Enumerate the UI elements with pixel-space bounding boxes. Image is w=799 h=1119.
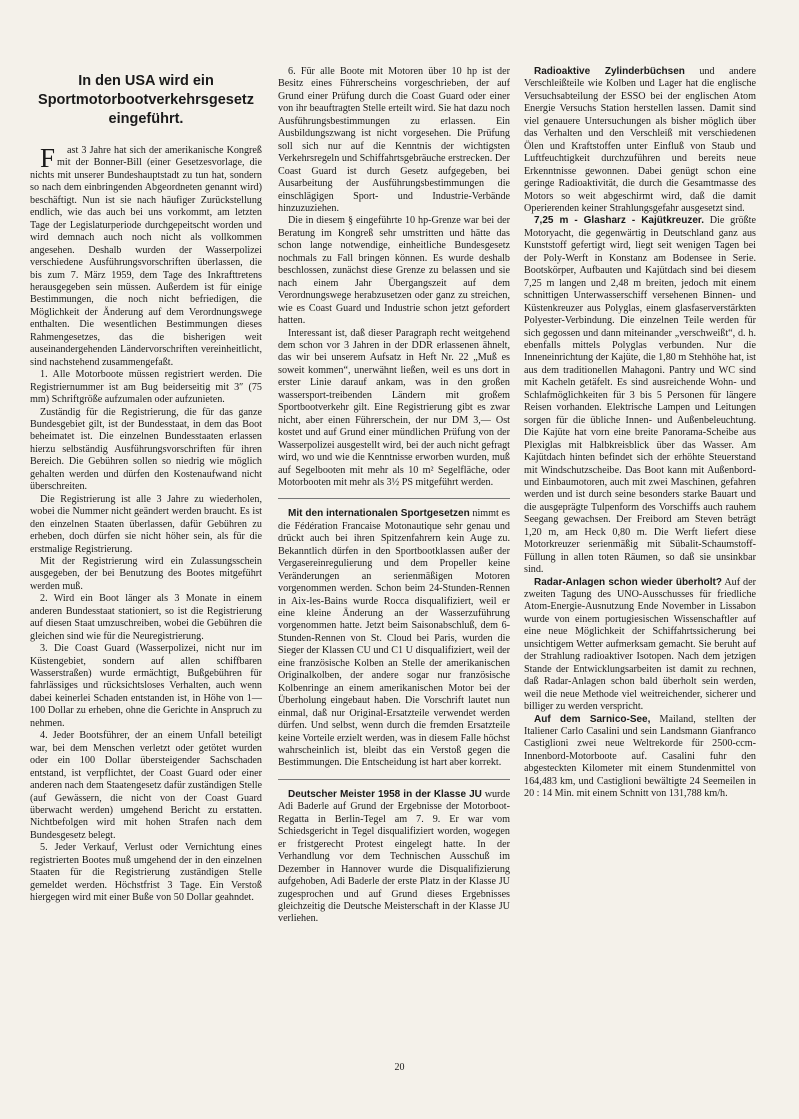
article-paragraph: Mit der Registrierung wird ein Zulassungsschein ausgegeben, der bei Benutzung des Bootes mitgeführt werden muß. <box>30 555 262 592</box>
article-paragraph: Die Registrierung ist alle 3 Jahre zu wiederholen, wobei die Nummer nicht geändert werden braucht. Es ist den einzelnen Staaten überlassen, dafür Gebühren zu erheben, doch dürfen sie nicht höher sein, als für die erstmalige Registrierung. <box>30 493 262 555</box>
news-item-cylinder <box>524 66 756 215</box>
news-heading: Deutscher Meister 1958 in der Klasse JU <box>288 788 482 800</box>
article-paragraph: Zuständig für die Registrierung, die für das ganze Bundesgebiet gilt, ist der Bundesstaat, in dem das Boot beheimatet ist. Die einzelnen Bundesstaaten erlassen hierzu selbständig Ausführungsvorschriften für ihren Bereich. Die Gebühren sollen so niedrig wie möglich gehalten werden und dürfen den Kostenaufwand nicht überschreiten. <box>30 406 262 493</box>
article-paragraph: 4. Jeder Bootsführer, der an einem Unfall beteiligt war, bei dem Menschen verletzt oder getötet wurden oder ein 100 Dollar übersteigender Sachschaden entstand, ist verpflichtet, der Coast Guard oder einer anderen nach dem Staatengesetz dafür zuständigen Stelle (auf Gewässern, die nicht von der Coast Guard überwacht werden) umgehend Bericht zu erstatten. Nichtbefolgen wird mit hohen Strafen nach dem Bundesgesetz belegt. <box>30 730 262 841</box>
page-number: 20 <box>394 1062 405 1073</box>
article-paragraph: 6. Für alle Boote mit Motoren über 10 hp ist der Besitz eines Führerscheins vorgeschrieben, der auf Grund einer Prüfung durch die Coast Guard oder einer von ihr beauftragten Stelle erteilt wird. Sie hat dazu noch Ausführungsbestimmungen zu erlassen. Ein Ausbildungszwang ist nicht vorgesehen. Die Prüfung soll sich nur auf die Kenntnis der wichtigsten Verkehrsregeln und Schiffahrtsgebräuche erstrecken. Der Coast Guard ist durch Gesetz aufgegeben, bei Ausarbeitung der Ausführungsbestimmungen die einschlägigen Sport- und Industrie-Verbände hinzuzuziehen. <box>278 66 510 214</box>
article-paragraph: Fast 3 Jahre hat sich der amerikanische Kongreß mit der Bonner-Bill (einer Gesetzesvorlage, die nichts mit unserer Bundeshauptstadt zu tun hat, sondern so nach dem einbringenden Abgeordneten genannt wird) beschäftigt. Nun ist sie nach häufiger Zurückstellung endlich, wie das auch bei uns vorkommt, am letzten Tage der Legislaturperiode durchgepeitscht worden und wird demnach auch noch nicht als vollkommen angesehen. Deshalb wurden der Wasserpolizei verschiedene Ausführungsvorschriften überlassen, die bis zum 7. März 1959, dem Tage des Inkrafttretens herausgegeben sein müssen. Außerdem ist für einige Bestimmungen, die noch nicht befriedigen, die Möglichkeit der Änderung auf dem Verordnungswege enthalten. Die wesentlichen Bestimmungen dieses Rahmengesetzes, das die bisherigen weit auseinandergehenden Ländervorschriften vereinheitlicht, sind nachstehend zusammengefaßt. <box>30 143 262 368</box>
article-title: In den USA wird ein Sportmotorbootverkehrsgesetz eingeführt. <box>38 73 254 127</box>
news-text: Mailand, stellten der Italiener Carlo Casalini und sein Landsmann Gianfranco Castiglioni zwei neue Weltrekorde für 2500-ccm-Innenbord-Motorboote auf. Casalini fuhr den abgesteckten Kilometer mit einem Stundenmittel von 164,483 km, und Castiglioni bewältigte 24 Seemeilen in 20 : 14 Min. mit einem Schnitt von 131,788 km/h. <box>524 713 757 800</box>
column-3 <box>524 66 756 801</box>
article-paragraph: Die in diesem § eingeführte 10 hp-Grenze war bei der Beratung im Kongreß sehr umstritten und hätte das schon lange notwendige, einheitliche Bundesgesetz nochmals zu Fall bringen können. Es wurde deshalb beschlossen, zunächst diese Grenze zu belassen und sie nach einem Jahr Übergangszeit auf dem Verordnungswege herabzusetzen oder ganz zu streichen, wie es Coast Guard und Industrie schon jetzt gefordert hatten. <box>278 215 510 327</box>
divider <box>278 779 510 780</box>
news-text: nimmt es die Fédération Francaise Motonautique sehr genau und drückt auch bei ihren Spitzenfahrern kein Auge zu. Bekanntlich dürfen in den Sportbootklassen außer der Vergasereinregulierung und dem Propeller keine Veränderungen an serienmäßigen Motoren vorgenommen werden. Schon beim 24-Stunden-Rennen in Aix-les-Bains wurde Rocca disqualifiziert, weil er eine kleine Änderung an der Wasserzuführung vorgenommen hatte. Jetzt beim Saisonabschluß, dem 6-Stunden-Rennen von St. Cloud bei Paris, wurden die Sieger der Klassen CU und C1 U disqualifiziert, weil der eine französische Kolben an Stelle der amerikanischen Originalkolben, der andere sogar nur französische Kolbenringe an einem amerikanischen Motor bei der Überholung eingebaut haben. Die Vorschrift lautet nun einmal, daß nur Original-Ersatzteile verwendet werden dürfen. Und selbst, wenn durch die fremden Ersatzteile keine Vorteile erzielt werden, was in diesem Falle höchst wahrscheinlich ist, bleibt das ein Verstoß gegen die Bestimmungen. Die Entscheidung ist hart aber korrekt. <box>278 508 510 769</box>
news-text: wurde Adi Baderle auf Grund der Ergebnisse der Motorboot-Regatta in Berlin-Tegel am 7. 9. Er war vom Schiedsgericht in Tegel disqualifiziert worden, wogegen er fristgerecht Protest eingelegt hatte. In der Verhandlung vor dem Technischen Ausschuß im Dezember in Hannover wurde die Disqualifizierung aufgehoben, Adi Baderle der erste Platz in der Klasse JU zugesprochen und auf Grund dieses Ergebnisses gleichzeitig die Deutsche Meisterschaft in der Klasse JU verliehen. <box>278 788 510 925</box>
news-item-sarnico <box>524 714 756 801</box>
news-item-cruiser <box>524 215 756 576</box>
news-text: Die größte Motoryacht, die gegenwärtig in Deutschland ganz aus Kunststoff gefertigt wird, liegt seit wenigen Tagen bei der Poly-Werft in Konstanz am Bodensee in Serie. Bootskörper, Aufbauten und Kajütdach sind bei diesem 7,25 m langen und 2,48 m breiten, jedoch mit einem schnittigen Unterwasserschiff versehenen Binnen- und Küstenkreuzer aus Polyglas, einem glasfaserverstärkten Polyester-Verbindung. Die einzelnen Teile werden für sich gegossen und dann miteinander „verschweißt“, d. h. ebenfalls mittels Polyglas verbunden. Nur die Inneneinrichtung der Kajüte, die 1,80 m Stehhöhe hat, ist aus dem traditionellen Mahagoni. Pantry und WC sind mit Kacheln getäfelt. Es sind ausreichende Wohn- und Schlafmöglichkeiten für 3 bis 5 Personen für längere Reisen vorhanden. Elektrische Lampen und Leitungen sorgen für die übliche Innen- und Außenbeleuchtung. Die Kajüte hat vorn eine breite Panorama-Scheibe aus Plexiglas mit Halbkreisblick über das Wasser. Am Kajütdach hinten befindet sich der erhöhte Steuerstand mit Windschutzscheibe. Das Boot kann mit Außenbord- und Einbaumotoren, auch mit zwei Maschinen, gefahren werden und ist durch seine besonders starke Bauart und die ausgeprägte Tulpenform des Vorschiffs auch rauhem Seegang gewachsen. Der Freibord am Steven beträgt 1,20 m, am Heck 0,80 m. Die Werft liefert diese Motorkreuzer serienmäßig mit Sübalit-Schaumstoff-Füllung in allen toten Räumen, so daß sie unsinkbar sind. <box>524 215 756 576</box>
news-heading: Auf dem Sarnico-See, <box>534 713 651 725</box>
magazine-page <box>30 66 774 1066</box>
news-heading: 7,25 m - Glasharz - Kajütkreuzer. <box>534 215 705 227</box>
column-1 <box>30 66 262 905</box>
news-heading: Mit den internationalen Sportgesetzen <box>288 508 470 520</box>
article-paragraph: 1. Alle Motorboote müssen registriert werden. Die Registriernummer ist am Bug beiderseitig mit 3″ (75 mm) Schriftgröße aufzumalen oder aufzunieten. <box>30 369 262 406</box>
divider <box>278 498 510 499</box>
article-paragraph: Interessant ist, daß dieser Paragraph recht weitgehend dem schon vor 3 Jahren in der DDR erlassenen ähnelt, das wir bei unserem Aufsatz in Heft Nr. 22 „Muß es soweit kommen“, unerwähnt ließen, weil es uns dort in erster Linie darauf ankam, was in den großen wassersport-treibenden Ländern mit großem Sportbootverkehr gilt. Eine Registrierung gibt es zwar nicht, aber einen Führerschein, der nur DM 3,— Ost kostet und auf Grund einer mündlichen Prüfung von der Wasserpolizei ausgestellt wird, bei der auch nicht gefragt wird, wo und wie die Kenntnisse erworben wurden, muß auf Segelbooten mit mehr als 10 m² Segelfläche, oder Motorbooten mit mehr als 3½ PS mitgeführt werden. <box>278 327 510 488</box>
news-text: Auf der zweiten Tagung des UNO-Ausschusses für friedliche Atom-Energie-Ausnutzung Ende November in Lissabon wurde von einem portugiesischen Wissenschaftler auf eine neue Möglichkeit der Schiffahrtssicherung bei unsichtigem Wetter aufmerksam gemacht. Sie beruht auf der Strahlung radioaktiver Isotopen. Nach dem jetzigen Stande der Entwicklungsarbeiten ist damit zu rechnen, daß Radar-Anlagen schon bald überholt sein werden, weil die neue Methode viel weitreichender, sicherer und billiger zu werden verspricht. <box>524 576 756 713</box>
news-text: und andere Verschleißteile wie Kolben und Lager hat die englische Versuchsabteilung der ESSO bei der englischen Atom Energie Versuchs Station herstellen lassen. Damit sind viel genauere Untersuchungen als bisher möglich über das Verhalten und den Verschleiß mit verschiedenen Ölen und Kraftstoffen unter Einfluß von Staub und Luftfeuchtigkeit durchzuführen und bereits neue Erkenntnisse gewonnen. Dabei genügt schon eine geringe Radioaktivität, die durch die Gesamtmasse des Motors so weit abgeschirmt wird, daß die damit Operierenden keiner Strahlungsgefahr ausgesetzt sind. <box>524 66 756 214</box>
news-item-radar <box>524 577 756 714</box>
news-heading: Radar-Anlagen schon wieder überholt? <box>534 576 722 588</box>
news-heading: Radioaktive Zylinderbüchsen <box>534 66 685 77</box>
article-paragraph: 5. Jeder Verkauf, Verlust oder Vernichtung eines registrierten Bootes muß umgehend der in den einzelnen Staaten für die Registrierung zuständigen Stelle gemeldet werden. Höchstfrist 3 Tage. Ein Verstoß hiergegen wird mit einer Buße von 50 Dollar geahndet. <box>30 842 262 904</box>
news-item-champion <box>278 789 510 926</box>
column-2 <box>278 66 510 926</box>
article-paragraph: 3. Die Coast Guard (Wasserpolizei, nicht nur im Küstengebiet, sondern auf allen schiffbaren Wasserstraßen) wurde ermächtigt, Bußgebühren für fahrlässiges und rücksichtsloses Verhalten, auch wenn dabei keinerlei Schaden entstanden ist, in Höhe von 1—100 Dollar zu erheben, ohne die Gerichte in Anspruch zu nehmen. <box>30 643 262 729</box>
article-paragraph: 2. Wird ein Boot länger als 3 Monate in einem anderen Bundesstaat stationiert, so ist die Registrierung auf diesen Staat umzuschreiben, wobei die Gebühren die gleichen sind wie für die Neuregistrierung. <box>30 593 262 642</box>
news-item-sports-law <box>278 508 510 770</box>
